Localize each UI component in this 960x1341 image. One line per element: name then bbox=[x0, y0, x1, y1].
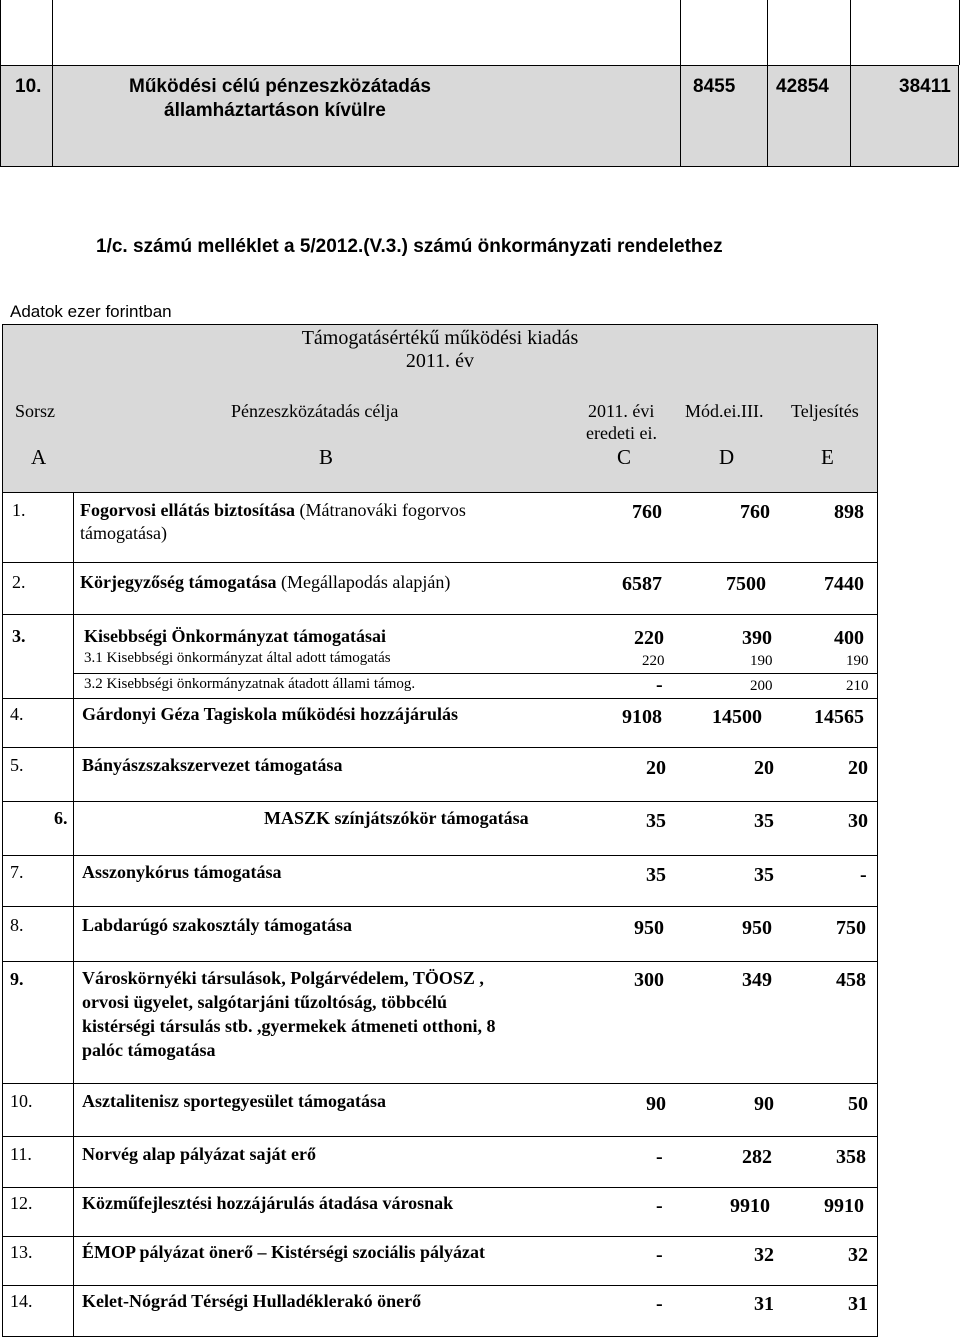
top-row-value-e: 38411 bbox=[899, 76, 951, 97]
value-e: 20 bbox=[848, 757, 868, 779]
value-d: 31 bbox=[754, 1293, 774, 1315]
value-c: 300 bbox=[634, 969, 664, 991]
row-number: 11. bbox=[10, 1144, 32, 1164]
letter-b: B bbox=[319, 445, 334, 469]
value-d: 20 bbox=[754, 757, 774, 779]
row-label: Gárdonyi Géza Tagiskola működési hozzájárulás bbox=[82, 704, 459, 724]
value-e: 400 bbox=[834, 627, 864, 649]
row-label-line1: Városkörnyéki társulások, Polgárvédelem, TÖOSZ , bbox=[82, 968, 484, 988]
subrow-label: 3.2 Kisebbségi önkormányzatnak átadott állami támog. bbox=[84, 676, 416, 692]
row-label: Fogorvosi ellátás biztosítása (Mátranováki fogorvos bbox=[80, 500, 466, 520]
value-e: 31 bbox=[848, 1293, 868, 1315]
value-c: - bbox=[656, 1244, 663, 1266]
value-c: - bbox=[656, 1293, 663, 1315]
header-sorsz: Sorsz bbox=[15, 401, 55, 421]
value-d: 35 bbox=[754, 864, 774, 886]
value-e: 458 bbox=[836, 969, 866, 991]
subrow-value-d: 200 bbox=[750, 678, 773, 694]
row-label-line2: orvosi ügyelet, salgótarjáni tűzoltóság, többcélú bbox=[82, 992, 447, 1012]
value-c: - bbox=[656, 1146, 663, 1168]
row-number: 10. bbox=[10, 1091, 33, 1111]
value-e: 7440 bbox=[824, 573, 864, 595]
header-purpose: Pénzeszközátadás célja bbox=[231, 401, 399, 421]
row-label: Labdarúgó szakosztály támogatása bbox=[82, 915, 353, 935]
row-label: Asztalitenisz sportegyesület támogatása bbox=[82, 1091, 386, 1111]
row-label: Körjegyzőség támogatása (Megállapodás alapján) bbox=[80, 572, 451, 592]
subrow-value-e: 210 bbox=[846, 678, 869, 694]
value-d: 7500 bbox=[726, 573, 766, 595]
subrow-value-c: 220 bbox=[642, 653, 665, 669]
row-label-line4: palóc támogatása bbox=[82, 1040, 216, 1060]
value-d: 349 bbox=[742, 969, 772, 991]
top-fragment bbox=[0, 0, 959, 167]
row-number: 1. bbox=[12, 500, 26, 520]
value-c: 35 bbox=[646, 810, 666, 832]
row-label: Norvég alap pályázat saját erő bbox=[82, 1144, 316, 1164]
value-e: 9910 bbox=[824, 1195, 864, 1217]
table-title-block bbox=[2, 324, 878, 396]
letter-e: E bbox=[821, 445, 834, 469]
value-d: 35 bbox=[754, 810, 774, 832]
value-e: 750 bbox=[836, 917, 866, 939]
row-number: 6. bbox=[54, 808, 68, 828]
value-c: 220 bbox=[634, 627, 664, 649]
subrow-label: 3.1 Kisebbségi önkormányzat által adott támogatás bbox=[84, 650, 391, 666]
row-number: 7. bbox=[10, 862, 24, 882]
header-original-2: eredeti ei. bbox=[586, 423, 657, 443]
value-c: 35 bbox=[646, 864, 666, 886]
value-d: 282 bbox=[742, 1146, 772, 1168]
top-row-label-1: Működési célú pénzeszközátadás bbox=[129, 76, 431, 97]
top-row-value-d: 42854 bbox=[776, 76, 829, 97]
header-block bbox=[2, 395, 878, 493]
value-d: 90 bbox=[754, 1093, 774, 1115]
row-number: 13. bbox=[10, 1242, 33, 1262]
row-number: 14. bbox=[10, 1291, 33, 1311]
units-note: Adatok ezer forintban bbox=[10, 302, 172, 321]
value-e: 898 bbox=[834, 501, 864, 523]
value-c: 6587 bbox=[622, 573, 662, 595]
value-e: - bbox=[860, 864, 867, 886]
row-number: 4. bbox=[10, 704, 24, 724]
row-number: 9. bbox=[10, 969, 24, 989]
value-e: 30 bbox=[848, 810, 868, 832]
row-number: 3. bbox=[12, 626, 26, 646]
value-d: 32 bbox=[754, 1244, 774, 1266]
value-e: 32 bbox=[848, 1244, 868, 1266]
row-label: MASZK színjátszókör támogatása bbox=[264, 808, 529, 828]
subrow-value-c: - bbox=[656, 674, 663, 696]
row-label-line2: támogatása) bbox=[80, 523, 167, 543]
row-number: 8. bbox=[10, 915, 24, 935]
value-c: 20 bbox=[646, 757, 666, 779]
value-d: 760 bbox=[740, 501, 770, 523]
row-label: Kelet-Nógrád Térségi Hulladéklerakó önerő bbox=[82, 1291, 422, 1311]
subrow-value-e: 190 bbox=[846, 653, 869, 669]
subrow-value-d: 190 bbox=[750, 653, 773, 669]
top-row-label-2: államháztartáson kívülre bbox=[164, 100, 386, 121]
header-actual: Teljesítés bbox=[791, 401, 859, 421]
value-e: 358 bbox=[836, 1146, 866, 1168]
row-label: Kisebbségi Önkormányzat támogatásai bbox=[84, 626, 387, 646]
row-number: 5. bbox=[10, 755, 24, 775]
letter-c: C bbox=[617, 445, 632, 469]
value-d: 390 bbox=[742, 627, 772, 649]
row-label: Asszonykórus támogatása bbox=[82, 862, 282, 882]
row-number: 12. bbox=[10, 1193, 33, 1213]
value-c: 9108 bbox=[622, 706, 662, 728]
annex-title: 1/c. számú melléklet a 5/2012.(V.3.) számú önkormányzati rendelethez bbox=[96, 236, 723, 257]
value-d: 9910 bbox=[730, 1195, 770, 1217]
row-number: 2. bbox=[12, 572, 26, 592]
header-modified: Mód.ei.III. bbox=[685, 401, 764, 421]
value-e: 50 bbox=[848, 1093, 868, 1115]
top-row-number: 10. bbox=[15, 76, 42, 97]
value-c: 90 bbox=[646, 1093, 666, 1115]
value-c: - bbox=[656, 1195, 663, 1217]
top-summary-row bbox=[0, 65, 959, 167]
value-c: 760 bbox=[632, 501, 662, 523]
row-label-line3: kistérségi társulás stb. ,gyermekek átmeneti otthoni, 8 bbox=[82, 1016, 496, 1036]
value-d: 950 bbox=[742, 917, 772, 939]
value-e: 14565 bbox=[814, 706, 864, 728]
main-table bbox=[2, 324, 878, 1337]
header-original-1: 2011. évi bbox=[588, 401, 655, 421]
value-d: 14500 bbox=[712, 706, 762, 728]
top-row-value-c: 8455 bbox=[693, 76, 736, 97]
row-label: ÉMOP pályázat önerő – Kistérségi szociális pályázat bbox=[82, 1242, 485, 1262]
table-title-line2: 2011. év bbox=[405, 350, 475, 372]
row-label: Bányászszakszervezet támogatása bbox=[82, 755, 343, 775]
letter-a: A bbox=[31, 445, 47, 469]
value-c: 950 bbox=[634, 917, 664, 939]
table-title-line1: Támogatásértékű működési kiadás bbox=[301, 327, 579, 349]
letter-d: D bbox=[719, 445, 735, 469]
row-label: Közműfejlesztési hozzájárulás átadása városnak bbox=[82, 1193, 454, 1213]
